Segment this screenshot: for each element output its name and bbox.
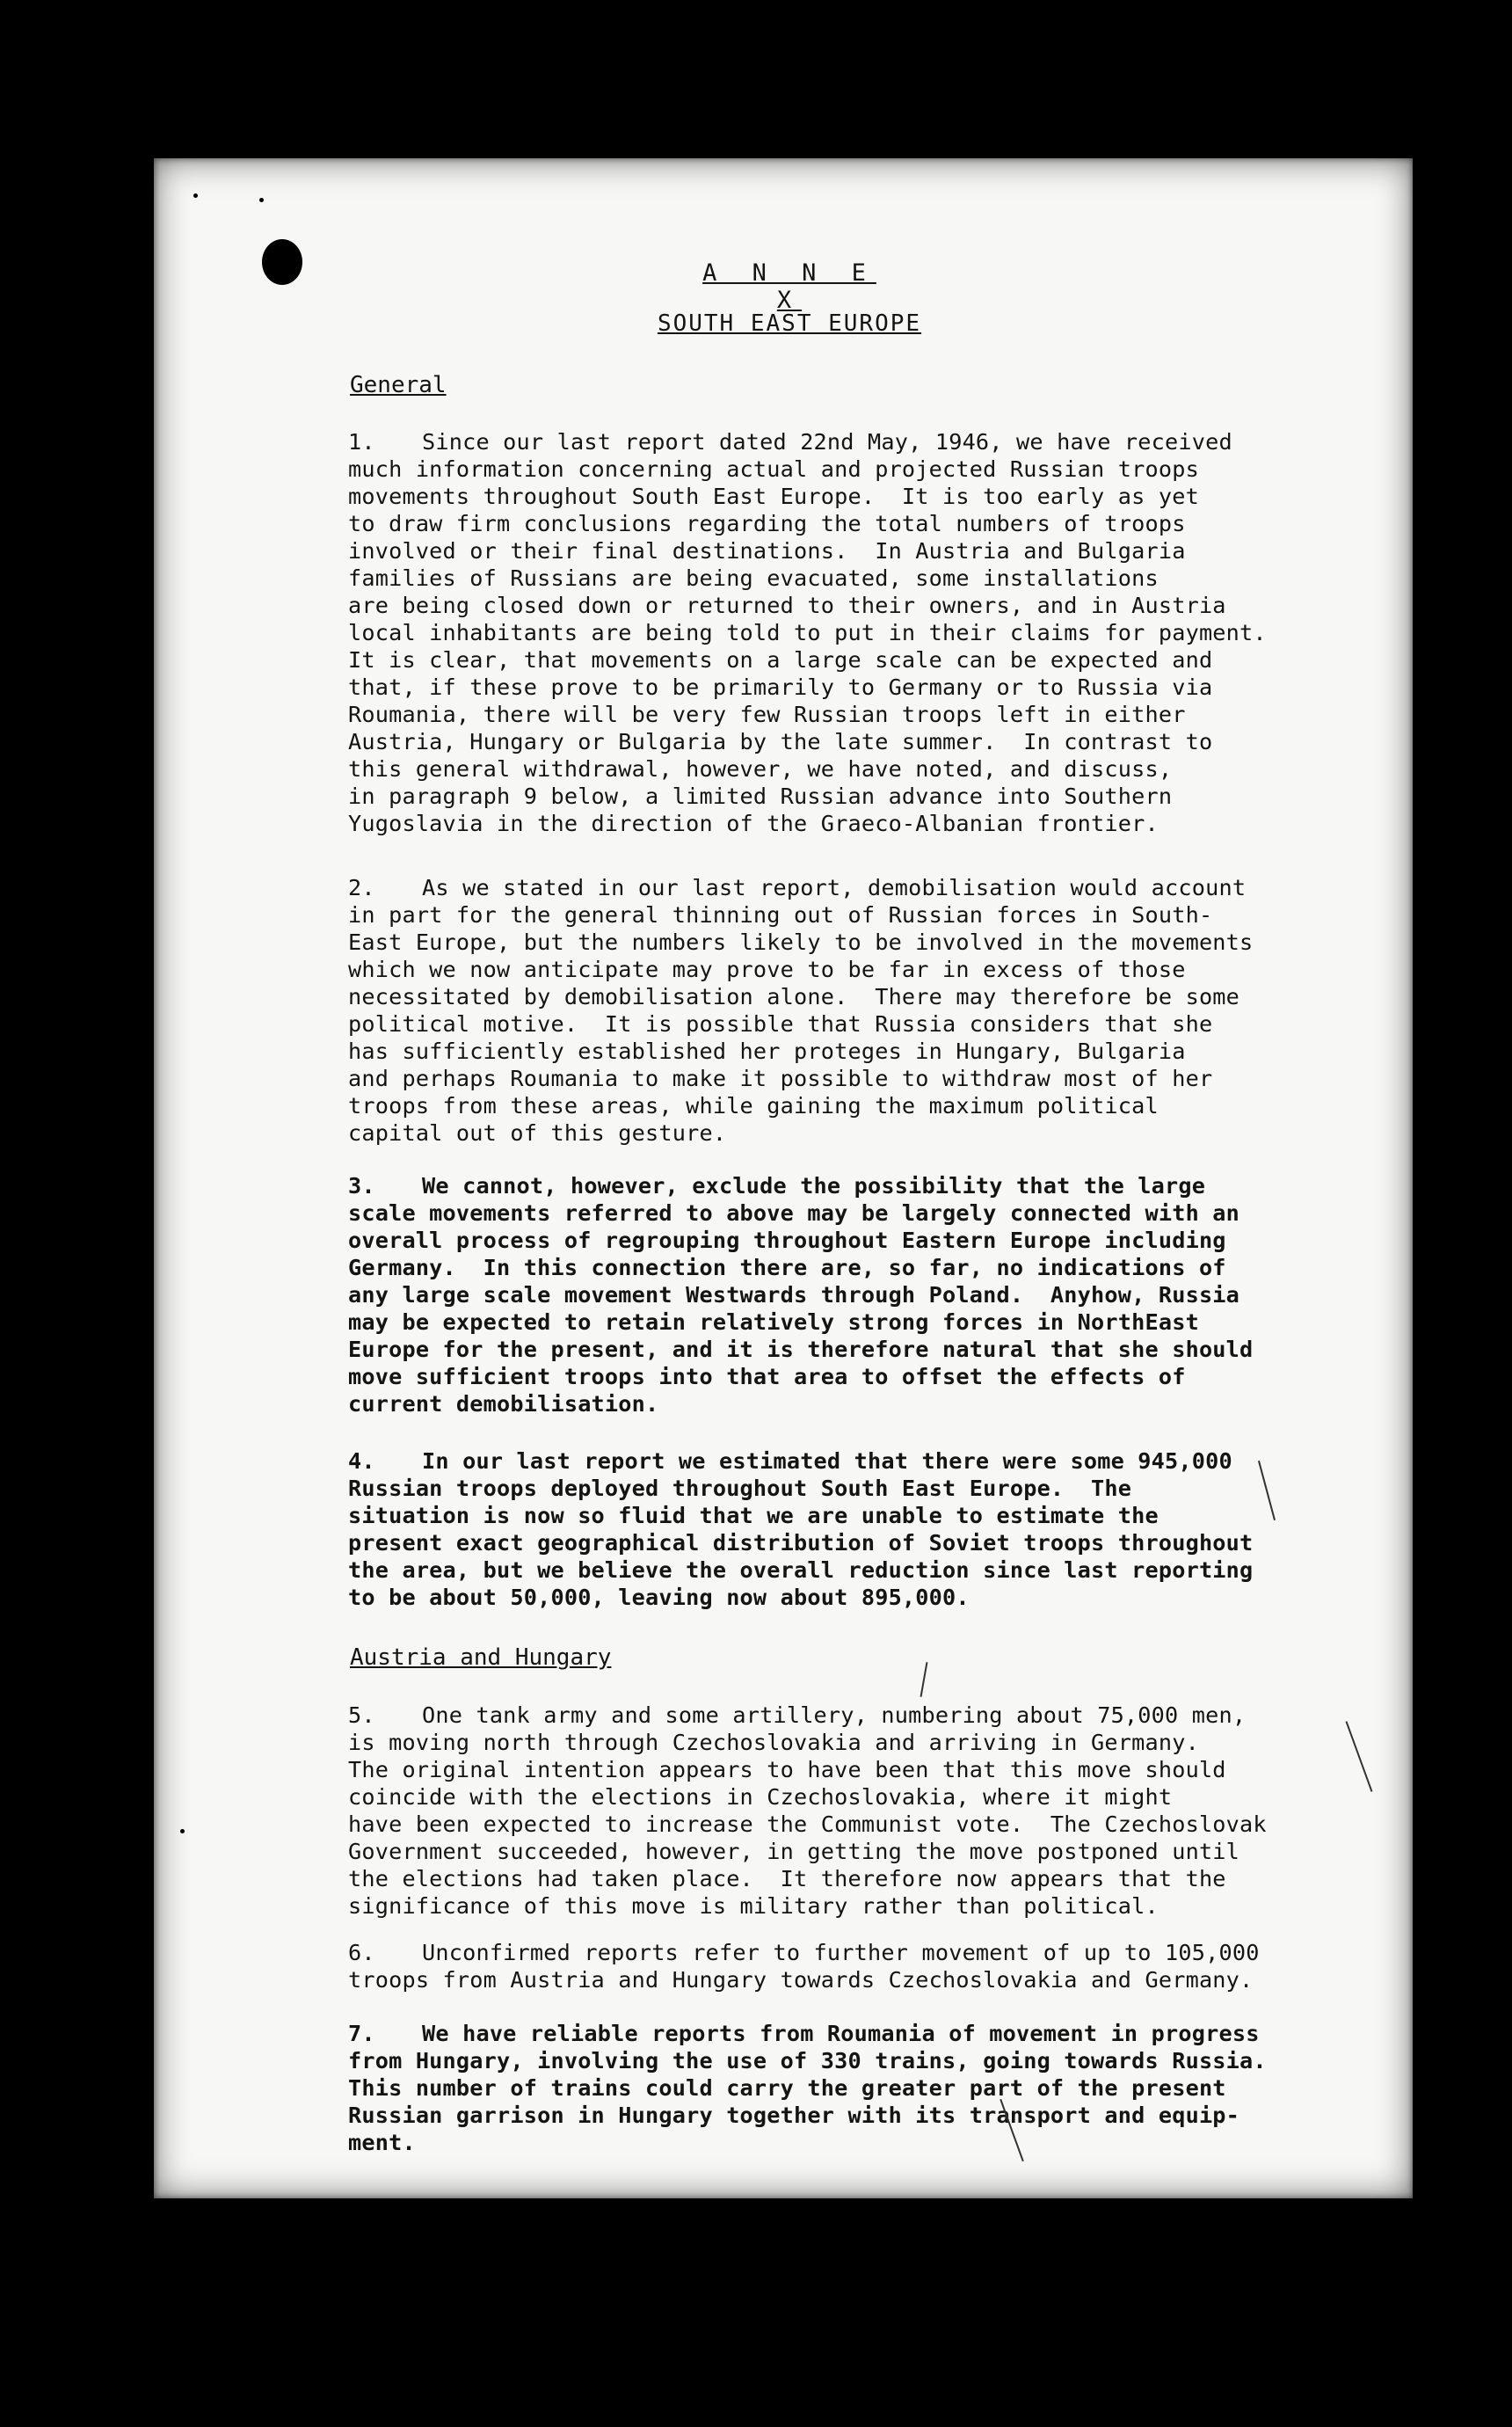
paragraph-3 bbox=[348, 1172, 1366, 1418]
paragraph-1 bbox=[348, 428, 1366, 837]
paragraph-text: In our last report we estimated that there were some 945,000 Russian troops deployed throughout South East Europe. The situation is now so fluid that we are unable to estimate the present exact geographical distribution of Soviet troops throughout the area, but we believe the overall reduction since last reporting to be about 50,000, leaving now about 895,000. bbox=[348, 1448, 1254, 1610]
paragraph-text: One tank army and some artillery, numbering about 75,000 men, is moving north through Czechoslovakia and arriving in Germany. The original intention appears to have been that this move should coincide with the elections in Czechoslovakia, where it might have been expected to increase the Communist vote. The Czechoslovak Government succeeded, however, in getting the move postponed until the elections had taken place. It therefore now appears that the significance of this move is military rather than political. bbox=[348, 1702, 1267, 1919]
paragraph-5 bbox=[348, 1702, 1366, 1920]
paragraph-number: 6. bbox=[348, 1940, 375, 1965]
paragraph-number: 1. bbox=[348, 429, 375, 455]
paragraph-number: 2. bbox=[348, 875, 375, 900]
ink-speck bbox=[180, 1829, 185, 1833]
paragraph-4 bbox=[348, 1447, 1366, 1611]
paragraph-number: 5. bbox=[348, 1702, 375, 1728]
paragraph-2 bbox=[348, 874, 1366, 1147]
section-heading-austria-hungary: Austria and Hungary bbox=[350, 1644, 612, 1671]
paragraph-number: 3. bbox=[348, 1173, 375, 1199]
paragraph-number: 7. bbox=[348, 2021, 375, 2046]
paragraph-text: We have reliable reports from Roumania of movement in progress from Hungary, involving the use of 330 trains, going towards Russia. This number of trains could carry the greater part of the present Russian garrison in Hungary together with its transport and equip- ment. bbox=[348, 2021, 1267, 2155]
punch-hole bbox=[262, 239, 302, 285]
paragraph-number: 4. bbox=[348, 1448, 375, 1474]
paragraph-6 bbox=[348, 1939, 1366, 1993]
paragraph-text: As we stated in our last report, demobilisation would account in part for the general thinning out of Russian forces in South- East Europe, but the numbers likely to be involved in the movements which we now anticipate may prove to be far in excess of those necessitated by demobilisation alone. There may therefore be some political motive. It is possible that Russia considers that she has sufficiently established her proteges in Hungary, Bulgaria and perhaps Roumania to make it possible to withdraw most of her troops from these areas, while gaining the maximum political capital out of this gesture. bbox=[348, 875, 1254, 1146]
ink-speck bbox=[259, 198, 264, 202]
document-title: A N N E X bbox=[702, 259, 876, 314]
paragraph-text: Since our last report dated 22nd May, 1946, we have received much information concerning actual and projected Russian troops movements throughout South East Europe. It is too early as yet to draw firm conclusions regarding the total numbers of troops involved or their final destinations. In Austria and Bulgaria families of Russians are being evacuated, some installations are being closed down or returned to their owners, and in Austria local inhabitants are being told to put in their claims for payment. It is clear, that movements on a large scale can be expected and that, if these prove to be primarily to Germany or to Russia via Roumania, there will be very few Russian troops left in either Austria, Hungary or Bulgaria by the late summer. In contrast to this general withdrawal, however, we have noted, and discuss, in paragraph 9 below, a limited Russian advance into Southern Yugoslavia in the direction of the Graeco-Albanian frontier. bbox=[348, 429, 1267, 836]
paragraph-7 bbox=[348, 2020, 1366, 2156]
paragraph-text: We cannot, however, exclude the possibility that the large scale movements referred to above may be largely connected with an overall process of regrouping throughout Eastern Europe including Germany. In this connection there are, so far, no indications of any large scale movement Westwards through Poland. Anyhow, Russia may be expected to retain relatively strong forces in NorthEast Europe for the present, and it is therefore natural that she should move sufficient troops into that area to offset the effects of current demobilisation. bbox=[348, 1173, 1254, 1417]
paragraph-text: Unconfirmed reports refer to further movement of up to 105,000 troops from Austria and Hungary towards Czechoslovakia and Germany. bbox=[348, 1940, 1260, 1993]
document-subtitle: SOUTH EAST EUROPE bbox=[657, 310, 922, 337]
ink-speck bbox=[193, 193, 198, 198]
section-heading-general: General bbox=[350, 372, 447, 398]
